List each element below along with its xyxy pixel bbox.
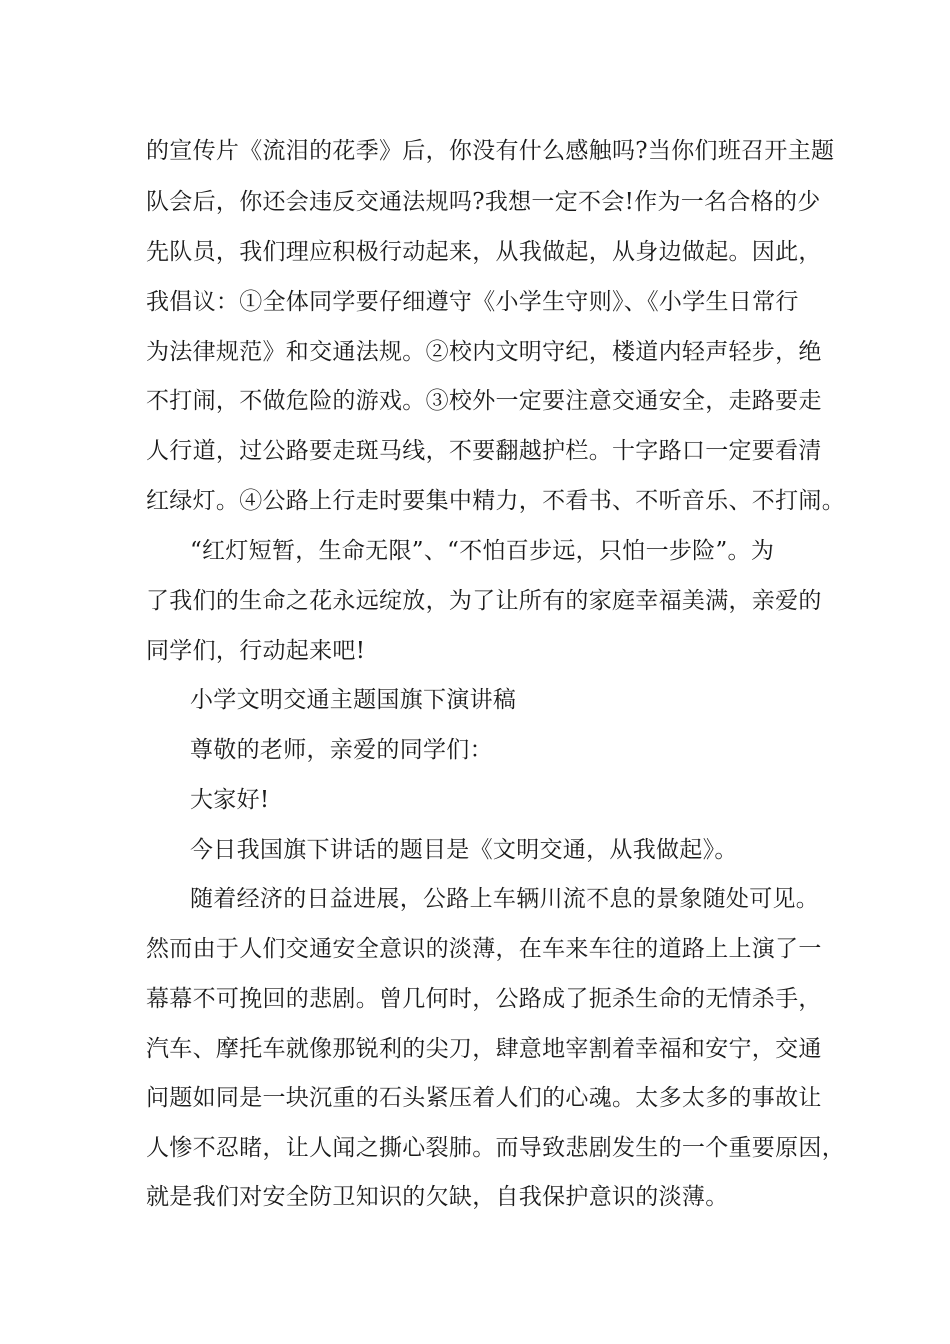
text-line: 人惨不忍睹，让人闻之撕心裂肺。而导致悲剧发生的一个重要原因， <box>146 1135 845 1161</box>
text-line: 然而由于人们交通安全意识的淡薄，在车来车往的道路上上演了一 <box>146 936 822 962</box>
text-line: 今日我国旗下讲话的题目是《文明交通，从我做起》。 <box>190 837 738 863</box>
text-line: 就是我们对安全防卫知识的欠缺，自我保护意识的淡薄。 <box>146 1184 729 1210</box>
text-line: 不打闹，不做危险的游戏。③校外一定要注意交通安全，走路要走 <box>146 388 822 414</box>
text-line: 先队员，我们理应积极行动起来，从我做起，从身边做起。因此， <box>146 239 822 265</box>
text-line: 人行道，过公路要走斑马线，不要翻越护栏。十字路口一定要看清 <box>146 438 822 464</box>
text-line: 的宣传片《流泪的花季》后，你没有什么感触吗?当你们班召开主题 <box>146 138 835 164</box>
text-line: 红绿灯。④公路上行走时要集中精力，不看书、不听音乐、不打闹。 <box>146 488 845 514</box>
text-line: 同学们，行动起来吧! <box>146 638 366 664</box>
text-line: 了我们的生命之花永远绽放，为了让所有的家庭幸福美满，亲爱的 <box>146 588 822 614</box>
section-title: 小学文明交通主题国旗下演讲稿 <box>190 687 517 713</box>
text-line: 我倡议：①全体同学要仔细遵守《小学生守则》、《小学生日常行 <box>146 289 799 315</box>
text-line: “红灯短暂，生命无限”、“不怕百步远，只怕一步险”。为 <box>190 538 775 564</box>
text-line: 汽车、摩托车就像那锐利的尖刀，肆意地宰割着幸福和安宁，交通 <box>146 1036 822 1062</box>
text-line: 随着经济的日益进展，公路上车辆川流不息的景象随处可见。 <box>190 886 820 912</box>
greeting: 大家好! <box>190 787 270 813</box>
text-line: 为法律规范》和交通法规。②校内文明守纪，楼道内轻声轻步，绝 <box>146 339 822 365</box>
text-line: 问题如同是一块沉重的石头紧压着人们的心魂。太多太多的事故让 <box>146 1085 822 1111</box>
text-line: 幕幕不可挽回的悲剧。曾几何时，公路成了扼杀生命的无情杀手， <box>146 986 822 1012</box>
text-line: 队会后，你还会违反交通法规吗?我想一定不会!作为一名合格的少 <box>146 189 821 215</box>
salutation: 尊敬的老师，亲爱的同学们： <box>190 737 493 763</box>
